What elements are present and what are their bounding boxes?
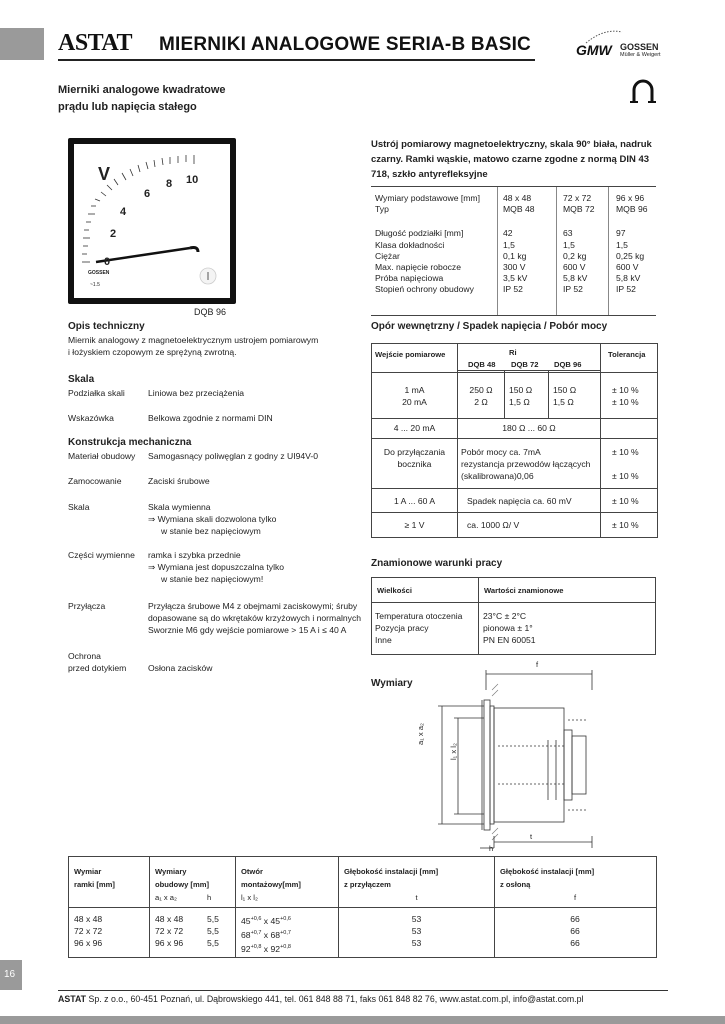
- dim-t-48: 53: [411, 914, 422, 924]
- opor-r3-in-b: bocznika: [397, 459, 432, 469]
- opor-r1-48-a: 250 Ω: [469, 385, 493, 395]
- warunki-h1: Wielkości: [377, 586, 412, 595]
- opor-r3-tol-a: ± 10 %: [612, 447, 639, 457]
- konstr-r5-line-b: dopasowane są do wkrętaków krzyżowych i normalnych: [148, 613, 362, 623]
- konstr-r4-line: ramka i szybka przednie: [148, 550, 241, 560]
- meter-unit: V: [98, 164, 111, 184]
- spec-72: 600 V: [563, 262, 586, 273]
- spec-row: [371, 284, 656, 295]
- dim-label-l: l₁ x l₂: [449, 743, 458, 760]
- konstr-r3-value: [148, 501, 276, 537]
- spec-72: 5,8 kV: [563, 273, 588, 284]
- opor-r1-in: [372, 384, 457, 408]
- opor-r1-48-b: 2 Ω: [474, 397, 488, 407]
- spec-72: 0,2 kg: [563, 250, 587, 261]
- brand-logo: ASTAT: [58, 30, 132, 56]
- dim-h2c: a₁ x a₂: [155, 893, 177, 902]
- spec-48: 48 x 48: [503, 193, 532, 203]
- spec-row: [371, 262, 656, 273]
- warunki-h2: Wartości znamionowe: [484, 586, 564, 595]
- opor-h-96: DQB 96: [554, 360, 582, 369]
- dim-h-48: 5,5: [207, 914, 219, 924]
- dim-label-a: a₁ x a₂: [416, 723, 425, 745]
- dim-h3c: l₁ x l₂: [241, 893, 258, 902]
- spec-48: MQB 48: [503, 204, 535, 215]
- dim-h5: [500, 865, 650, 904]
- opor-r3-in: [372, 446, 457, 470]
- dim-h1: [74, 865, 115, 891]
- dim-h1b: ramki [mm]: [74, 880, 115, 889]
- opor-r1-tol-b: ± 10 %: [612, 397, 639, 407]
- opor-r4-in: 1 A ... 60 A: [393, 496, 436, 506]
- spec-table: [371, 186, 656, 316]
- opor-r1-72-a: 150 Ω: [509, 385, 533, 395]
- spec-72: IP 52: [563, 284, 583, 295]
- konstr-r6-label-a: Ochrona: [68, 651, 101, 661]
- header-side-tab: [0, 28, 44, 60]
- konstr-r4-line-b: w stanie bez napięciowym!: [161, 574, 264, 584]
- spec-label: Klasa dokładności: [375, 239, 445, 250]
- dim-label-t: t: [530, 832, 533, 841]
- dim-col-frame: [74, 913, 102, 949]
- opor-r2-val: 180 Ω ... 60 Ω: [502, 423, 556, 433]
- opor-r5-tol: ± 10 %: [612, 520, 639, 530]
- dim-h5a: Głębokość instalacji [mm]: [500, 867, 595, 876]
- warunki-v3: PN EN 60051: [483, 635, 536, 645]
- dim-cut-96: $92^{+0,8}$ x $92^{+0,8}$: [241, 943, 291, 954]
- meter-tick-4: 4: [120, 206, 127, 218]
- footer-brand: ASTAT: [58, 994, 87, 1004]
- warunki-values: [483, 610, 536, 646]
- dim-frame-48: 48 x 48: [74, 914, 103, 924]
- warunki-v2: pionowa ± 1°: [483, 623, 533, 633]
- opor-r2-in: 4 ... 20 mA: [393, 423, 436, 433]
- skala-row-1-label: Podziałka skali: [68, 388, 125, 398]
- warunki-l2: Pozycja pracy: [375, 623, 429, 633]
- wymiary-heading: Wymiary: [371, 678, 413, 689]
- opor-r1-96-a: 150 Ω: [553, 385, 577, 395]
- spec-label: Wymiary podstawowe [mm]: [375, 193, 480, 203]
- spec-row: [371, 204, 656, 215]
- spec-row: [371, 251, 656, 262]
- warunki-v1: 23°C ± 2°C: [483, 611, 527, 621]
- spec-row: [371, 228, 656, 239]
- skala-heading: Skala: [68, 374, 95, 385]
- meter-tick-0: 0: [104, 256, 111, 268]
- spec-96: 0,25 kg: [616, 250, 645, 261]
- opor-h-ri: Ri: [509, 348, 517, 357]
- meter-caption: DQB 96: [194, 307, 227, 317]
- konstr-r4-line-a: ⇒ Wymiana jest dopuszczalna tylko: [148, 562, 285, 572]
- meter-tick-8: 8: [166, 178, 173, 190]
- opor-r5-val: ca. 1000 Ω/ V: [467, 520, 520, 530]
- dim-h4b: z przyłączem: [344, 880, 391, 889]
- dim-h1a: Wymiar: [74, 867, 102, 876]
- dim-col-case: [155, 913, 183, 949]
- opis-text-2: i łożyskiem czopowym ze sprężyną zwrotną.: [68, 347, 237, 357]
- dim-h2b: obudowy [mm]: [155, 880, 209, 889]
- konstr-r6-value: Osłona zacisków: [148, 663, 213, 673]
- footer: [58, 994, 583, 1004]
- dim-h5b: z osłoną: [500, 880, 531, 889]
- header: [58, 28, 668, 62]
- konstr-r4-value: [148, 549, 284, 585]
- konstr-r2-value: Zaciski śrubowe: [148, 476, 210, 486]
- dim-h3: [241, 865, 301, 904]
- spec-label: Próba napięciowa: [375, 273, 444, 284]
- opor-r1-96: [553, 384, 576, 408]
- opor-r4-val: Spadek napięcia ca. 60 mV: [467, 496, 572, 506]
- gossen-logo: [568, 28, 668, 62]
- konstr-r6-label: [68, 650, 126, 674]
- dim-table: [68, 856, 657, 958]
- dim-case-72: 72 x 72: [155, 926, 184, 936]
- konstr-r6-label-b: przed dotykiem: [68, 663, 127, 673]
- spec-72: 72 x 72: [563, 193, 592, 203]
- spec-48: 0,1 kg: [503, 250, 527, 261]
- footer-bar: [0, 1016, 725, 1024]
- konstr-r3-label: Skala: [68, 502, 90, 512]
- spec-48: 42: [503, 228, 513, 239]
- meter-face: [74, 144, 230, 298]
- opor-r1-72: [509, 384, 532, 408]
- opis-heading: Opis techniczny: [68, 321, 145, 332]
- opor-r4-tol: ± 10 %: [612, 496, 639, 506]
- konstr-r5-line-c: Sworznie M6 gdy wejście pomiarowe > 15 A i ≤ 40 A: [148, 625, 347, 635]
- dim-f-96: 66: [570, 938, 580, 948]
- dim-label-f: f: [536, 660, 539, 669]
- konstr-r5-label: Przyłącza: [68, 601, 106, 611]
- spec-72: MQB 72: [563, 204, 595, 215]
- dim-col-f: [495, 913, 655, 949]
- dim-col-h: [207, 913, 219, 949]
- opor-r3-c: (skalibrowana)0,06: [461, 471, 534, 481]
- opor-r1-in-b: 20 mA: [402, 397, 427, 407]
- opor-h-tol: Tolerancja: [608, 350, 646, 359]
- skala-row-2-label: Wskazówka: [68, 413, 114, 423]
- spec-96: 97: [616, 228, 626, 239]
- spec-label: Ciężar: [375, 250, 400, 261]
- opor-r5-in: ≥ 1 V: [404, 520, 425, 530]
- spec-row: [371, 273, 656, 284]
- intro-line-2: prądu lub napięcia stałego: [58, 101, 197, 113]
- spec-72: 63: [563, 228, 573, 239]
- spec-96: 1,5: [616, 239, 628, 250]
- gossen-sub: Müller & Weigert: [620, 52, 661, 58]
- spec-72: 1,5: [563, 239, 575, 250]
- spec-48: 300 V: [503, 262, 526, 273]
- dim-label-h: h: [489, 844, 494, 853]
- dim-col-cut: [241, 913, 291, 955]
- konstr-r1-value: Samogasnący poliwęglan z godny z UI94V-0: [148, 451, 319, 461]
- opor-h-48: DQB 48: [468, 360, 496, 369]
- dim-t-72: 53: [411, 926, 422, 936]
- spec-48: IP 52: [503, 284, 523, 295]
- spec-96: MQB 96: [616, 204, 648, 215]
- opor-r3-in-a: Do przyłączania: [383, 447, 446, 457]
- warunki-l1: Temperatura otoczenia: [375, 611, 463, 621]
- footer-rule: [58, 990, 668, 991]
- meter-brand: GOSSEN: [88, 270, 110, 276]
- spec-row: [371, 240, 656, 251]
- dim-cut-48: $45^{+0,6}$ x $45^{+0,6}$: [241, 915, 291, 926]
- opor-h-input: Wejście pomiarowe: [375, 350, 446, 359]
- description-heading: Ustrój pomiarowy magnetoelektryczny, skala 90° biała, nadruk czarny. Ramki wąskie, matowo czarne zgodne z normą DIN 43 718, szkło antyrefleksyjne: [371, 139, 652, 180]
- opor-r1-in-a: 1 mA: [404, 385, 425, 395]
- dim-h4a: Głębokość instalacji [mm]: [344, 867, 439, 876]
- gossen-name: GOSSEN: [620, 42, 659, 52]
- dim-frame-96: 96 x 96: [74, 938, 103, 948]
- meter-image: [68, 138, 236, 304]
- dim-case-48: 48 x 48: [155, 914, 184, 924]
- intro-heading: [58, 82, 226, 116]
- konstr-r4-label: Części wymienne: [68, 550, 135, 560]
- opor-table: [371, 343, 658, 538]
- dim-col-t: [339, 913, 494, 949]
- meter-tick-6: 6: [144, 188, 151, 200]
- konstrukcja-heading: Konstrukcja mechaniczna: [68, 437, 192, 448]
- meter-tick-2: 2: [110, 228, 117, 240]
- header-rule: [58, 59, 535, 61]
- opor-r1-96-b: 1,5 Ω: [553, 397, 574, 407]
- spec-96: IP 52: [616, 284, 636, 295]
- gossen-gmw: GMW: [576, 42, 612, 58]
- spec-96: 96 x 96: [616, 193, 645, 203]
- warunki-l3: Inne: [375, 635, 392, 645]
- konstr-r5-line-a: Przyłącza śrubowe M4 z obejmami zaciskowymi; śruby: [148, 601, 358, 611]
- page-number-tab: [0, 960, 22, 990]
- magnet-symbol-icon: [628, 78, 658, 104]
- opis-text-1: Miernik analogowy z magnetoelektrycznym ustrojem pomiarowym: [68, 335, 319, 345]
- meter-class: ~1.5: [90, 282, 100, 288]
- spec-label: Typ: [375, 204, 389, 215]
- konstr-r3-line-b: w stanie bez napięciowym: [161, 526, 261, 536]
- footer-text: Sp. z o.o., 60-451 Poznań, ul. Dąbrowskiego 441, tel. 061 848 88 71, faks 061 848 82 76, www.astat.com.pl, info@astat.com.pl: [88, 994, 584, 1004]
- dim-cut-72: $68^{+0,7}$ x $68^{+0,7}$: [241, 929, 291, 940]
- opor-r3-tol-b: ± 10 %: [612, 471, 639, 481]
- opis-text: [68, 334, 358, 358]
- dim-h4: [344, 865, 489, 904]
- opor-h-72: DQB 72: [511, 360, 539, 369]
- dim-f-72: 66: [570, 926, 580, 936]
- konstr-r2-label: Zamocowanie: [68, 476, 122, 486]
- spec-48: 3,5 kV: [503, 273, 528, 284]
- opor-heading: Opór wewnętrzny / Spadek napięcia / Pobór mocy: [371, 321, 608, 332]
- page-title: MIERNIKI ANALOGOWE SERIA-B BASIC: [159, 34, 531, 55]
- dim-case-96: 96 x 96: [155, 938, 184, 948]
- skala-row-2-value: Belkowa zgodnie z normami DIN: [148, 413, 273, 423]
- opor-r3-a: Pobór mocy ca. 7mA: [461, 447, 541, 457]
- intro-line-1: Mierniki analogowe kwadratowe: [58, 84, 226, 96]
- opor-r1-72-b: 1,5 Ω: [509, 397, 530, 407]
- opor-r1-48: [458, 384, 504, 408]
- warunki-labels: [375, 610, 462, 646]
- warunki-heading: Znamionowe warunki pracy: [371, 558, 503, 569]
- meter-tick-10: 10: [186, 174, 199, 186]
- opor-r3-b: rezystancja przewodów łączących: [461, 459, 591, 469]
- spec-48: 1,5: [503, 239, 515, 250]
- konstr-r3-line-a: ⇒ Wymiana skali dozwolona tylko: [148, 514, 277, 524]
- dim-h3a: Otwór: [241, 867, 263, 876]
- dim-h2d: h: [207, 893, 212, 902]
- dim-h3b: montażowy[mm]: [241, 880, 301, 889]
- dim-f-48: 66: [570, 914, 580, 924]
- dim-h2a: Wymiary: [155, 867, 187, 876]
- opor-r1-tol: [612, 384, 639, 408]
- dim-t-96: 53: [411, 938, 422, 948]
- konstr-r5-value: [148, 600, 361, 636]
- skala-row-1-value: Liniowa bez przeciążenia: [148, 388, 245, 398]
- dim-h4c: t: [415, 893, 418, 902]
- dim-h5c: f: [573, 893, 577, 902]
- spec-label: Stopień ochrony obudowy: [375, 284, 474, 295]
- konstr-r1-label: Materiał obudowy: [68, 451, 136, 461]
- warunki-table: [371, 577, 656, 655]
- opor-r1-tol-a: ± 10 %: [612, 385, 639, 395]
- page-number: 16: [4, 969, 16, 980]
- dim-h-96: 5,5: [207, 938, 219, 948]
- dim-h-72: 5,5: [207, 926, 219, 936]
- spec-label: Długość podziałki [mm]: [375, 228, 464, 239]
- spec-96: 600 V: [616, 262, 639, 273]
- opor-r3-val: [461, 446, 590, 482]
- dim-h2: [155, 865, 231, 904]
- spec-96: 5,8 kV: [616, 273, 641, 284]
- dim-frame-72: 72 x 72: [74, 926, 103, 936]
- spec-label: Max. napięcie robocze: [375, 262, 461, 273]
- konstr-r3-line: Skala wymienna: [148, 502, 211, 512]
- spec-row: [371, 193, 656, 204]
